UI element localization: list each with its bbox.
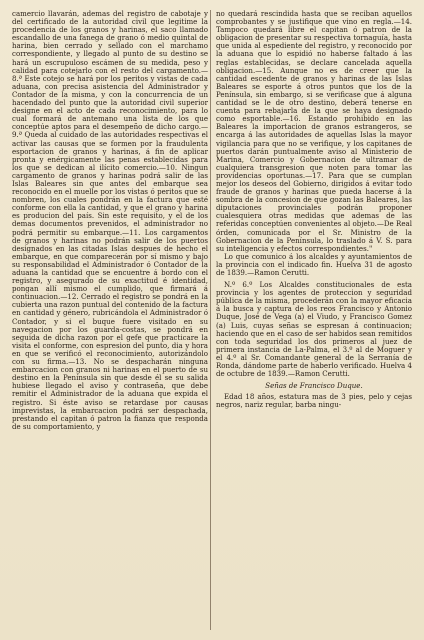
right-column (216, 10, 412, 410)
right-paragraph-2: Lo que comunico á los alcaldes y ayuntamientos de la provincia con el indicado fin. Huelva 31 de agosto de 1839.—Ramon Cerutti. (216, 251, 412, 277)
right-paragraph-1: no quedará rescindida hasta que se reciban aquellos comprobantes y se justifique que vino en regla.—14. Tampoco quedará libre el capitan ó patron de la obligacion de presentar su respectiva tornaguía, hasta que unida al espediente del registro, y reconocido por la aduana que lo espidió no haberse faltado á las reglas establecidas, se declare cancelada aquella obligacion.—15. Aunque no es de creer que la cantidad escedente de granos y harinas de las Islas Baleares se esporte á otros puntos que los de la Península, sin embargo, si se verificase que á alguna cantidad se le de otro destino, deberá tenerse en cuenta para rebajarla de la que se haya designado como esportable.—16. Estando prohibido en las Baleares la importacion de granos estrangeros, se encarga á las autoridades de aquellas Islas la mayor vigilancia para que no se verifique, y los capitanes de puertos darán puntualmente aviso al Ministerio de Marina, Comercio y Gobernacion de ultramar de cualquiera transgresion que noten para tomar las providencias oportunas.—17. Para que se cumplan mejor los deseos del Gobierno, dirigidos á evitar todo fraude de granos y harinas que pueda hacerse á la sombra de la concesion de que gozan las Baleares, las diputaciones provinciales podrán proponer cualesquiera otras medidas que ademas de las referidas conceptúen convenientes al objeto.—De Real órden, comunicada por el Sr. Ministro de la Gobernacion de la Península, lo traslado á V. S. para su inteligencia y efectos correspondientes." (216, 9, 412, 253)
left-column (12, 10, 208, 431)
right-paragraph-4: Edad 18 años, estatura mas de 3 pies, pelo y cejas negros, nariz regular, barba ningu- (216, 392, 412, 410)
column-divider (210, 10, 211, 630)
right-paragraph-3: N.º 6.º Los Alcaldes constitucionales de esta provincia y los agentes de proteccion y seguridad pública de la misma, procederán con la mayor eficacia á la busca y captura de los reos Francisco y Antonio Duque, José de Vega (a) el Viudo, y Francisco Gomez (a) Luis, cuyas señas se espresan á continuacion; haciendo que en el caso de ser habidos sean remitidos con toda seguridad los dos primeros al juez de primera instancia de La-Palma, el 3.º al de Moguer y el 4.º al Sr. Comandante general de la Serranía de Ronda, dándome parte de haberlo verificado. Huelva 4 de octubre de 1839.—Ramon Cerutti. (216, 280, 412, 379)
left-paragraph-1: camercio llavarán, ademas del registro de cabotaje y del certificado de la autoridad civil que legitime la procedencia de los granos y harinas, el saco llamado escandallo de una fanega de grano ó medio quintal de harina, bien cerrado y sellado con el marchamo correspondiente, y llegado al punto de su destino se hará un escrupuloso escámen de su medida, peso y calidad para cotejarlo con el resto del cargamento.—8.ª Este cotejo se hará por los peritos y vistas de cada aduana, con precisa asistencia del Administrador y Contador de la misma, y con la concurrencia de un hacendado del punto que la autoridad civil superior designe en el acto de cada reconocimiento, para lo cual formará de antemano una lista de los que conceptúe aptos para el desempeño de dicho cargo.—9.ª Queda al cuidado de las autoridades respectivas el activar las causas que se formen por la fraudulenta esportacion de granos y harinas, á fin de aplicar pronta y enérgicamente las penas establecidas para los que se dedican al ilícito comercio.—10. Ningun cargamento de granos y harinas podrá salir de las Islas Baleares sin que antes del embarque sea reconocido en el muelle por los vistas ó peritos que se nombren, los cuales pondrán en la factura que esté conforme con ella la cantidad, y que el grano y harina es producion del país. Sin este requisito, y el de los demas documentos prevenidos, el administrador no podrá permitir su embarque.—11. Los cargamentos de granos y harinas no podrán salir de los puertos designados en las citadas Islas despues de hecho el embarque, en que comparecerán por sí mismo y bajo su responsabilidad el Administrador ó Contador de la aduana la cantidad que se encuentre á bordo con el registro, y asegurado de su exactitud é identidad, pongan allí mismo el cumplido, que firmará á continuacion.—12. Cerrado el registro se pondrá en la cubierta una razon puntual del contenido de la factura en cantidad y género, rubricándola el Administrador ó Contador, y si el buque fuere visitado en su navegacion por los guarda-costas, se pondrá en seguida de dicha razon por el gefe que practicare la visita el conforme, con espresion del punto, dia y hora en que se verificó el reconocimiento, autorizándolo con su firma.—13. No se despacharán ninguna embarcacion con granos ni harinas en el puerto de su destino en la Península sin que desde él se su salida hubiese llegado el aviso y contraseña, que debe remitir el Administrador de la aduana que expida el registro. Si éste aviso se retardase por causas imprevistas, la embarcacion podrá ser despachada, prestando el capitan ó patron la fianza que responda de su comportamiento, y (12, 9, 208, 431)
section-heading: Señas de Francisco Duque. (265, 381, 363, 391)
